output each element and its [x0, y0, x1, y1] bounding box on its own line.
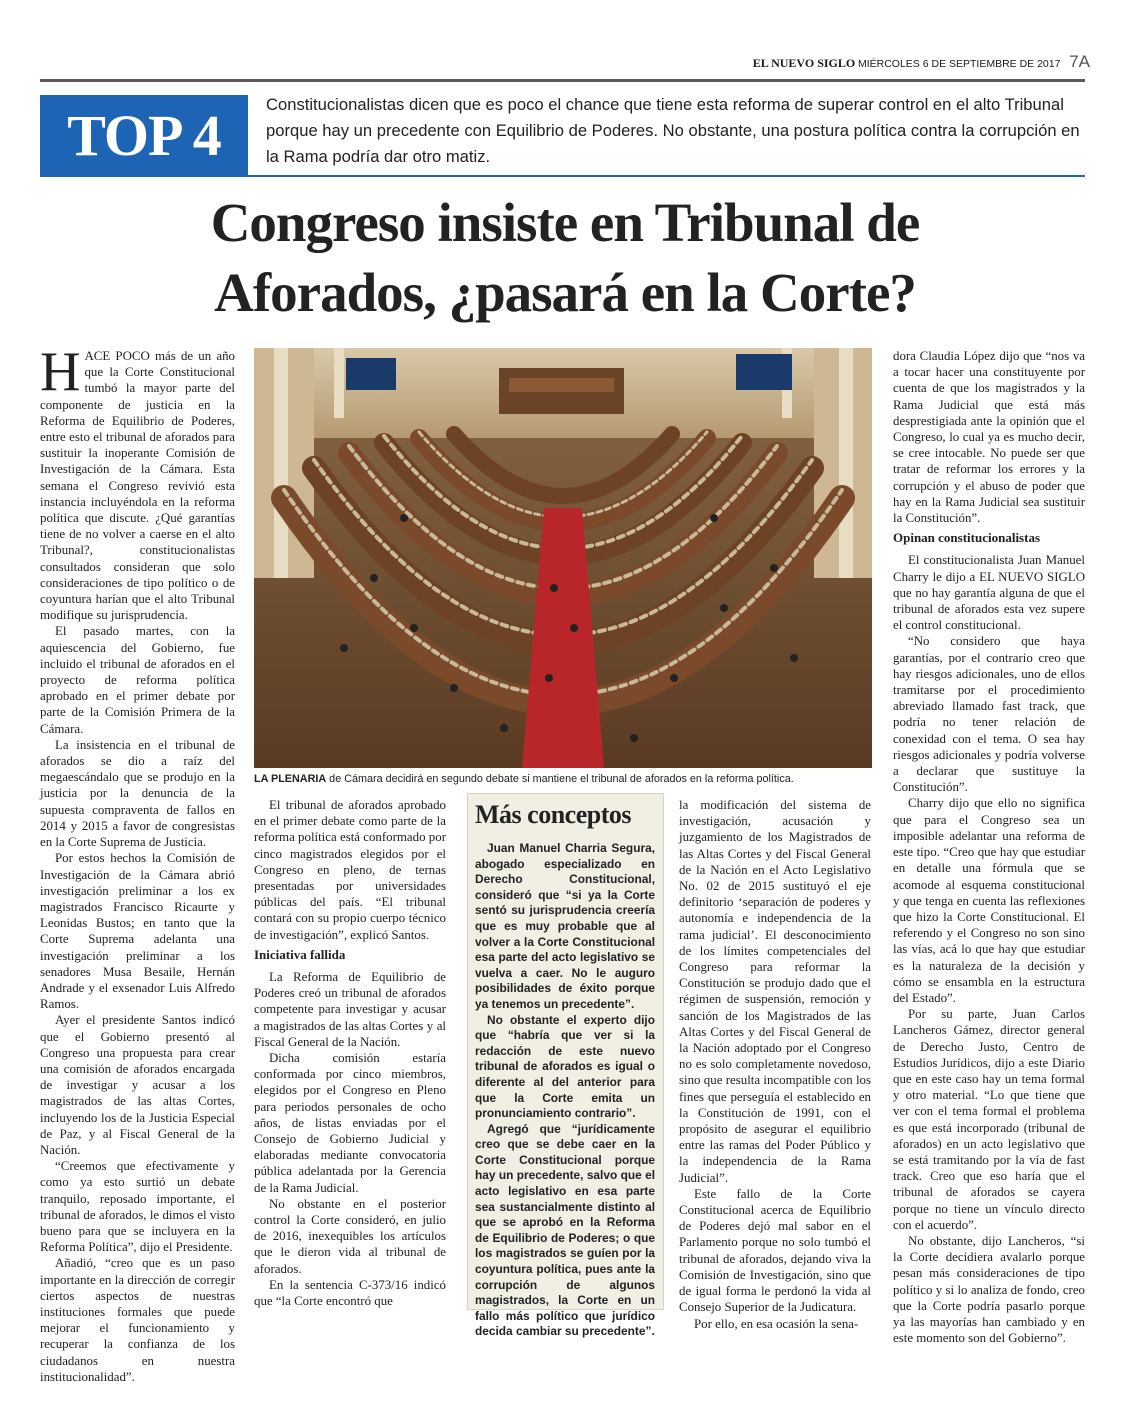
caption-lead: LA PLENARIA	[254, 773, 327, 785]
paragraph: La Reforma de Equilibrio de Poderes creó un tribunal de aforados competente para investigar y acusar a magistrados de las altas Cortes y al Fiscal General de la Nación.	[254, 970, 446, 1049]
paragraph: El pasado martes, con la aquiescencia del Gobierno, fue incluido el tribunal de aforados en el proyecto de reforma política aprobado en el primer debate por parte de la Comisión Primera de la Cámara.	[40, 624, 235, 736]
page-number: 7A	[1069, 52, 1090, 71]
page-header	[660, 52, 1090, 72]
paragraph: la modificación del sistema de investigación, acusación y juzgamiento de los Magistrados de las Altas Cortes y del Fiscal General de la Nación en el Acto Legislativo No. 02 de 2015 sustituyó el eje definitorio ‘separación de poderes y autonomía e independencia de la rama judicial’. El desconocimiento de los límites competenciales del Congreso para reformar la Constitución se produjo dado que el régimen de suspensión, remoción y sanción de los Magistrados de las Altas Cortes y del Fiscal General de la Nación adoptado por el Congreso no es solo completamente novedoso, sino que resulta incompatible con los fines que perseguía el establecido en la Constitución de 1991, con el propósito de asegurar el equilibrio entre las ramas del Poder Público y la independencia de la Rama Judicial”.	[679, 798, 871, 1185]
article-column-5	[893, 348, 1085, 1346]
photo-caption	[254, 773, 872, 785]
paragraph: Por su parte, Juan Carlos Lancheros Gámez, director general de Derecho Justo, Centro de Estudios Jurídicos, dijo a este Diario que en este caso hay un tema formal y otro material. “Lo que tiene que ver con el tema formal el problema es que está incorporado (tribunal de aforados) en un acto legislativo que se está tramitando por la vía de fast track. Creo que eso haría que el tribunal de aforados se cayera porque no tiene un vínculo directo con el acuerdo”.	[893, 1007, 1085, 1232]
sidebar-text	[475, 841, 655, 1340]
paragraph: Dicha comisión estaría conformada por cinco miembros, elegidos por el Congreso en Pleno para periodos personales de ocho años, de listas enviadas por el Consejo de Gobierno Judicial y elaboradas mediante convocatoria pública adelantada por la Gerencia de la Rama Judicial.	[254, 1051, 446, 1195]
paragraph: Ayer el presidente Santos indicó que el Gobierno presentó al Congreso una propuesta para crear una comisión de aforados encargada de investigar y acusar a los magistrados de las altas Cortes, incluyendo los de la Justicia Especial de Paz, y al Fiscal General de la Nación.	[40, 1013, 235, 1157]
paragraph: Añadió, “creo que es un paso importante en la dirección de corregir ciertos aspectos de nuestras instituciones formales que puede mejorar el funcionamiento y recuperar la confianza de los ciudadanos en nuestra institucionalidad”.	[40, 1256, 235, 1384]
paragraph: abogado especializado en Derecho Constitucional, consideró que “si ya la Corte sentó su jurisprudencia creería que es muy probable que al volver a la Corte Constitucional esa parte del acto legislativo se vuelva a caer. No le auguro posibilidades de éxito porque ya tenemos un precedente”.	[475, 856, 655, 1011]
paragraph: El constitucionalista Juan Manuel Charry le dijo a EL NUEVO SIGLO que no hay garantía alguna de que el tribunal de aforados esta vez supere el control constitucional.	[893, 553, 1085, 633]
sidebar-title: Más conceptos	[475, 800, 631, 829]
paragraph: No obstante, dijo Lancheros, “si la Corte decidiera avalarlo porque pesan más consideraciones de tipo político y si lo analiza de fondo, creo que la Corte podría pasarlo porque ya las mayorías han cambiado y en este momento son del Gobierno”.	[893, 1233, 1085, 1346]
top4-badge: TOP 4	[40, 95, 248, 177]
paragraph: Agregó que “jurídicamente creo que se debe caer en la Corte Constitucional porque hay un precedente, salvo que el acto legislativo en esa parte sea sustancialmente distinto al que se aprobó en la Reforma de Equilibrio de Poderes; o que los magistrados se guíen por la coyuntura política, pues ante la corrupción de algunos magistrados, la Corte en un fallo más político que jurídico decida cambiar su precedente”.	[475, 1121, 655, 1339]
headline: Congreso insiste en Tribunal de Aforados, ¿pasará en la Corte?	[210, 192, 920, 323]
kicker-summary: Constitucionalistas dicen que es poco el chance que tiene esta reforma de superar control en el alto Tribunal porque hay un precedente con Equilibrio de Poderes. No obstante, una postura política contra la corrupción en la Rama podría dar otro matiz.	[266, 95, 1080, 166]
kicker-underline	[248, 175, 1085, 177]
paragraph: Por estos hechos la Comisión de Investigación de la Cámara abrió investigación preliminar a los ex magistrados Francisco Ricaurte y Leonidas Bustos; en tanto que la Corte Suprema adelanta una investigación preliminar a los senadores Musa Besaile, Hernán Andrade y el exsenador Luis Alfredo Ramos.	[40, 851, 235, 1012]
paragraph: “No considero que haya garantías, por el contrario creo que hay riesgos adicionales, uno de ellos tramitarse por el procedimiento abreviado llamado fast track, que podría no tener relación de conexidad con el tema. O sea hay riesgos adicionales y podría volverse a declarar que sustituye la Constitución”.	[893, 634, 1085, 795]
paragraph: No obstante el experto dijo que “habría que ver si la redacción de este nuevo tribunal de aforados es igual o diferente al del anterior para que la Corte emita un pronunciamiento contrario”.	[475, 1012, 655, 1121]
article-column-4	[679, 797, 871, 1332]
caption-text: de Cámara decidirá en segundo debate si mantiene el tribunal de aforados en la reforma política.	[326, 773, 794, 785]
article-column-2	[254, 797, 446, 1309]
paragraph: Este fallo de la Corte Constitucional acerca de Equilibrio de Poderes dejó mal sabor en el Parlamento porque no solo tumbó el tribunal de aforados, dejando viva la Comisión de Investigación, sino que de igual forma le perdonó la vida al Consejo Superior de la Judicatura.	[679, 1186, 871, 1315]
expert-name: Juan Manuel Charria Segura,	[487, 841, 655, 855]
paragraph: No obstante en el posterior control la Corte consideró, en julio de 2016, inexequibles los artículos que le dieron vida al tribunal de aforados.	[254, 1196, 446, 1276]
subheading: Opinan constitucionalistas	[893, 530, 1041, 546]
newspaper-name: EL NUEVO SIGLO	[752, 56, 856, 70]
paragraph: ACE POCO más de un año que la Corte Constitucional tumbó la mayor parte del componente de justicia en la Reforma de Equilibrio de Poderes, entre esto el tribunal de aforados para sustituir la inoperante Comisión de Investigación de la Cámara. Esta semana el Congreso revivió esta instancia incluyéndola en la reforma política que discute. ¿Qué garantías tiene de no volver a caerse en el alto Tribunal?, constitucionalistas consultados consideran que solo consideraciones de tipo político o de coyuntura harían que el alto Tribunal modifique su jurisprudencia.	[40, 349, 235, 623]
subheading: Iniciativa fallida	[254, 946, 346, 962]
header-rule	[40, 79, 1085, 82]
plenary-chamber-photo	[254, 348, 872, 768]
paragraph: La insistencia en el tribunal de aforados se dio a raíz del megaescándalo que se produjo en la justicia por la denuncia de la supuesta compraventa de fallos en 2014 y 2015 a favor de congresistas en la Corte Suprema de Justicia.	[40, 737, 235, 850]
paragraph: En la sentencia C-373/16 indicó que “la Corte encontró que	[254, 1277, 446, 1309]
chamber-illustration	[254, 348, 872, 768]
paragraph: “Creemos que efectivamente y como ya esto surtió un debate tranquilo, reposado importante, el tribunal de aforados, le dimos el visto bueno para que se incluyera en la Reforma Política”, dijo el Presidente.	[40, 1159, 235, 1255]
paragraph: Por ello, en esa ocasión la sena-	[694, 1316, 859, 1331]
paragraph: dora Claudia López dijo que “nos va a tocar hacer una constituyente por cuenta de que los magistrados y la Rama Judicial que está más desprestigiada ante la opinión que el Congreso, lo cual ya es mucho decir, se cree intocable. No puede ser que tratar de reformar los errores y la corrupción y el abuso de poder que hay en la Rama Judicial sea sustituir la Constitución”.	[893, 349, 1085, 526]
article-column-1	[40, 341, 235, 1385]
paragraph: Charry dijo que ello no significa que para el Congreso sea un imposible adelantar una reforma de este tipo. “Creo que hay que estudiar en detalle una fórmula que se acomode al esquema constitucional y que tenga en cuenta las reflexiones que hizo la Corte Constitucional. El referendo y el Congreso no son sino las vías, acá lo que hay que estudiar es la naturaleza de la decisión y cómo se ensambla en la estructura del Estado”.	[893, 796, 1085, 1005]
drop-cap: H	[40, 341, 81, 403]
issue-date: MIÉRCOLES 6 DE SEPTIEMBRE DE 2017	[857, 58, 1061, 70]
paragraph: El tribunal de aforados aprobado en el primer debate como parte de la reforma política está conformado por cinco magistrados elegidos por el Congreso en pleno, de ternas presentadas por universidades públicas del país. “El tribunal contará con su propio cuerpo técnico de investigación”, explicó Santos.	[254, 798, 446, 942]
